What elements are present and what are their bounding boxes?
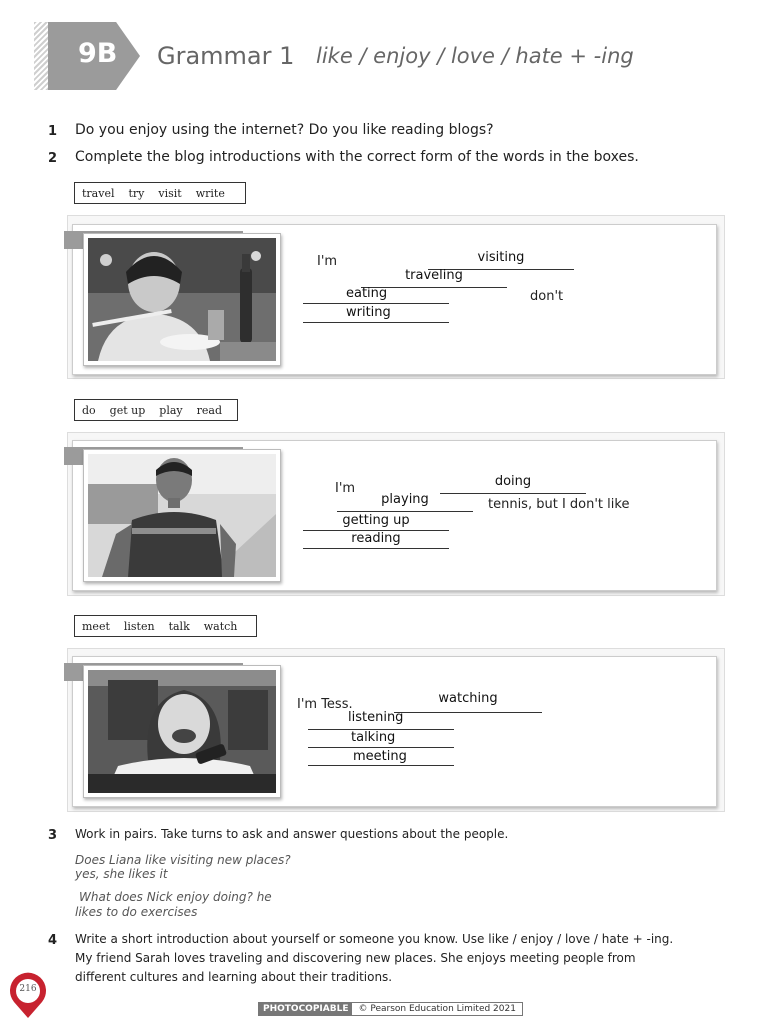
q3-answer-1: yes, she likes it	[75, 867, 168, 881]
word-box-1	[74, 182, 246, 204]
blog-3-intro: I'm Tess.	[297, 697, 353, 712]
word-box-word: visit	[158, 186, 182, 200]
question-1-text: Do you enjoy using the internet? Do you like reading blogs?	[75, 122, 494, 138]
q3-example-question-2: What does Nick enjoy doing? he	[79, 890, 272, 904]
man-smiling-image	[88, 454, 276, 577]
blog-1-photo	[83, 233, 281, 366]
blog-1-answer-4: writing	[303, 305, 449, 323]
blog-1-intro: I'm	[317, 254, 338, 269]
question-2-number: 2	[48, 151, 58, 166]
blog-3-answer-3: talking	[308, 730, 454, 748]
woman-laughing-image	[88, 670, 276, 793]
question-4-number: 4	[48, 933, 58, 948]
blog-1-answer-2: traveling	[361, 268, 507, 288]
word-box-word: write	[195, 186, 225, 200]
word-box-2	[74, 399, 238, 421]
question-1-number: 1	[48, 124, 58, 139]
photocopiable-label: PHOTOCOPIABLE	[259, 1003, 352, 1015]
page-number-badge	[8, 972, 48, 1020]
footer-copyright	[258, 1002, 523, 1016]
question-3-number: 3	[48, 828, 58, 843]
q3-answer-2: likes to do exercises	[75, 905, 198, 919]
page-number: 216	[19, 984, 37, 994]
word-box-word: try	[128, 186, 145, 200]
blog-2-answer-2: playing	[337, 492, 473, 512]
page-title: Grammar 1	[157, 42, 295, 70]
word-box-word: do	[82, 403, 96, 417]
word-box-word: play	[159, 403, 183, 417]
blog-2-intro: I'm	[335, 481, 356, 496]
copyright-text: © Pearson Education Limited 2021	[358, 1004, 516, 1014]
word-box-word: read	[196, 403, 222, 417]
q4-answer-line-1: My friend Sarah loves traveling and discovering new places. She enjoys meeting people from	[75, 951, 636, 965]
page-subtitle: like / enjoy / love / hate + -ing	[316, 44, 634, 68]
woman-eating-image	[88, 238, 276, 361]
blog-3-answer-2: listening	[308, 710, 454, 730]
word-box-word: meet	[82, 619, 110, 633]
word-box-3	[74, 615, 257, 637]
blog-2-photo	[83, 449, 281, 582]
blog-1-answer-1: visiting	[428, 250, 574, 270]
question-2-text: Complete the blog introductions with the correct form of the words in the boxes.	[75, 149, 639, 165]
word-box-word: get up	[109, 403, 146, 417]
word-box-word: watch	[203, 619, 238, 633]
word-box-word: listen	[123, 619, 155, 633]
unit-code: 9B	[78, 38, 118, 69]
blog-3-answer-1: watching	[394, 691, 542, 713]
map-pin-icon	[8, 972, 48, 1020]
word-box-word: talk	[168, 619, 190, 633]
question-4-text: Write a short introduction about yourself or someone you know. Use like / enjoy / love / hate + -ing.	[75, 932, 674, 946]
blog-1-text-dont: don't	[530, 289, 564, 304]
q3-example-question-1: Does Liana like visiting new places?	[75, 853, 291, 867]
blog-2-answer-3: getting up	[303, 513, 449, 531]
blog-1-answer-3: eating	[303, 286, 449, 304]
blog-2-answer-4: reading	[303, 531, 449, 549]
blog-2-text-tennis: tennis, but I don't like	[488, 497, 630, 512]
q4-answer-line-2: different cultures and learning about their traditions.	[75, 970, 393, 984]
word-box-word: travel	[82, 186, 115, 200]
blog-2-answer-1: doing	[440, 474, 586, 494]
blog-3-photo	[83, 665, 281, 798]
blog-3-answer-4: meeting	[308, 749, 454, 766]
question-3-text: Work in pairs. Take turns to ask and answer questions about the people.	[75, 827, 509, 841]
